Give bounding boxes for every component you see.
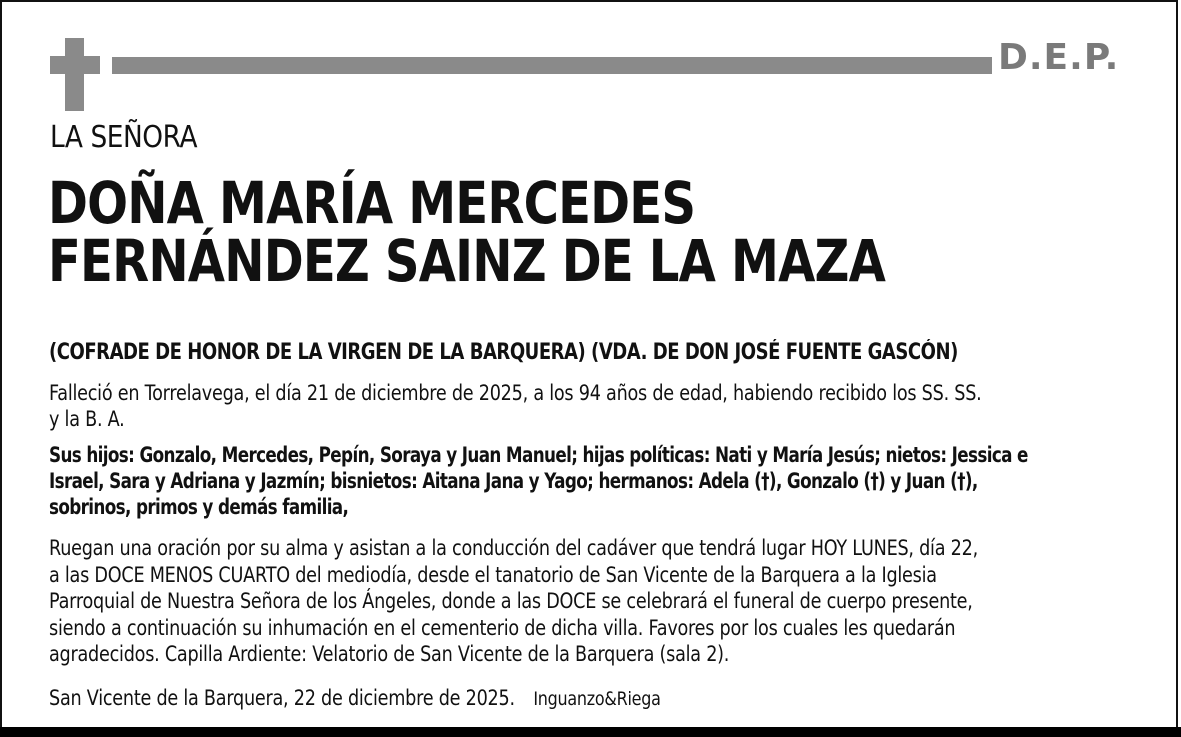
cross-vertical-bar: [65, 38, 84, 111]
family-line: Israel, Sara y Adriana y Jazmín; bisnietos: Aitana Jana y Yago; hermanos: Adela (†), Gonzalo (†) y Juan (†),: [49, 469, 978, 493]
cross-horizontal-bar: [50, 56, 100, 74]
dep-abbreviation: D.E.P.: [998, 37, 1120, 78]
service-line: agradecidos. Capilla Ardiente: Velatorio de San Vicente de la Barquera (sala 2).: [49, 642, 730, 666]
header-rule: [112, 57, 992, 74]
service-line: a las DOCE MENOS CUARTO del mediodía, desde el tanatorio de San Vicente de la Barquera a la Iglesia: [49, 562, 937, 587]
latin-cross-icon: [50, 38, 100, 111]
service-line: siendo a continuación su inhumación en el cementerio de dicha villa. Favores por los cuales les quedarán: [49, 615, 956, 640]
death-line: y la B. A.: [49, 407, 125, 431]
deceased-name: [48, 169, 886, 295]
family-paragraph: [49, 442, 1028, 520]
name-line-1: DOÑA MARÍA MERCEDES: [48, 169, 696, 237]
honors-subtitle: (COFRADE DE HONOR DE LA VIRGEN DE LA BARQUERA) (VDA. DE DON JOSÉ FUENTE GASCÓN): [49, 340, 958, 365]
name-line-2: FERNÁNDEZ SAINZ DE LA MAZA: [48, 227, 886, 295]
bottom-border: [0, 727, 1181, 737]
notice-footer: [49, 685, 661, 712]
family-line: sobrinos, primos y demás familia,: [49, 495, 349, 519]
death-paragraph: [49, 380, 982, 432]
funeral-home: Inguanzo&Riega: [533, 688, 661, 710]
place-date: San Vicente de la Barquera, 22 de diciembre de 2025.: [49, 686, 515, 710]
death-line: Falleció en Torrelavega, el día 21 de diciembre de 2025, a los 94 años de edad, habiendo recibido los SS. SS.: [49, 381, 982, 405]
family-line: Sus hijos: Gonzalo, Mercedes, Pepín, Soraya y Juan Manuel; hijas políticas: Nati y María Jesús; nietos: Jessica e: [49, 443, 1028, 467]
salutation: LA SEÑORA: [50, 120, 198, 155]
service-line: Ruegan una oración por su alma y asistan a la conducción del cadáver que tendrá lugar HOY LUNES, día 22,: [49, 536, 978, 560]
service-line: Parroquial de Nuestra Señora de los Ángeles, donde a las DOCE se celebrará el funeral de cuerpo presente,: [49, 589, 973, 613]
service-paragraph: [49, 535, 978, 668]
